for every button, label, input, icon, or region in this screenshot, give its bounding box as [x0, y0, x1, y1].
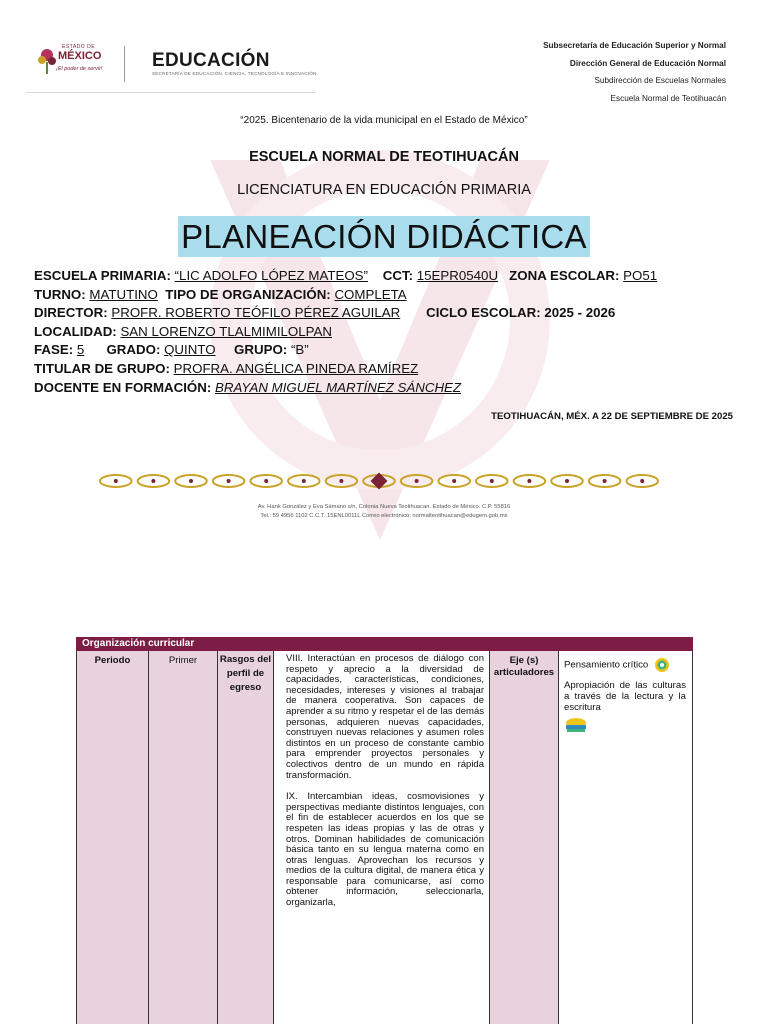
- header-rule: [26, 92, 316, 93]
- director-value: PROFR. ROBERTO TEÓFILO PÉREZ AGUILAR: [111, 305, 401, 321]
- motto: “2025. Bicentenario de la vida municipal en el Estado de México”: [240, 115, 528, 126]
- cct-value: 15EPR0540U: [416, 268, 499, 283]
- grupo-label: GRUPO:: [234, 342, 288, 358]
- degree-name: LICENCIATURA EN EDUCACIÓN PRIMARIA: [237, 182, 531, 198]
- ornament-link: [401, 475, 433, 487]
- date-location: TEOTIHUACÁN, MÉX. A 22 DE SEPTIEMBRE DE 2025: [491, 411, 733, 422]
- ornament-link: [476, 475, 508, 487]
- ornament-link: [326, 475, 358, 487]
- turno-value: MATUTINO: [89, 286, 158, 302]
- ejes-label: Eje (s) articuladores: [490, 651, 559, 1024]
- cct-label: CCT:: [382, 268, 414, 283]
- ornament-link: [175, 475, 207, 487]
- info-line-docente: [34, 379, 754, 398]
- education-subtitle: SECRETARÍA DE EDUCACIÓN, CIENCIA, TECNOLOGÍA E INNOVACIÓN: [152, 71, 317, 76]
- fase-value: 5: [76, 342, 85, 358]
- grado-value: QUINTO: [164, 342, 216, 358]
- hierarchy-line: Subdirección de Escuelas Normales: [594, 76, 726, 85]
- info-line-localidad: [34, 323, 754, 342]
- institution-hierarchy: [543, 37, 726, 107]
- school-info: [34, 267, 754, 397]
- localidad-label: LOCALIDAD:: [34, 323, 117, 339]
- zona-label: ZONA ESCOLAR:: [509, 268, 620, 283]
- ornament-link: [288, 475, 320, 487]
- hierarchy-line: Dirección General de Educación Normal: [569, 58, 726, 68]
- eje-lectura-escritura: Apropiación de las culturas a través de la lectura y la escritura: [564, 680, 686, 713]
- table-title: Organización curricular: [76, 637, 693, 651]
- titular-value: PROFRA. ANGÉLICA PINEDA RAMÍREZ: [173, 360, 419, 376]
- tipo-value: COMPLETA: [334, 286, 407, 302]
- rasgos-label: Rasgos del perfil de egreso: [218, 651, 274, 1024]
- ornament-link: [138, 475, 170, 487]
- periodo-label: Periodo: [76, 651, 149, 1024]
- ciclo-label: CICLO ESCOLAR: 2025 - 2026: [426, 305, 616, 321]
- periodo-value: Primer: [149, 651, 218, 1024]
- logo-main-text: MÉXICO: [58, 50, 102, 62]
- ejes-content: [559, 651, 693, 1024]
- estado-mexico-logo: [36, 44, 122, 88]
- docente-value: BRAYAN MIGUEL MARTÍNEZ SÁNCHEZ: [215, 379, 462, 395]
- zona-value: PO51: [623, 268, 658, 283]
- books-icon: [564, 717, 588, 733]
- ornament-link: [100, 475, 132, 487]
- escuela-value: “LIC ADOLFO LÓPEZ MATEOS”: [174, 268, 368, 283]
- curricular-table: [76, 637, 693, 1024]
- decorative-border-ornament: [97, 472, 661, 490]
- hierarchy-line: Subsecretaría de Educación Superior y Normal: [543, 41, 726, 50]
- grado-label: GRADO:: [106, 342, 161, 358]
- eje-item: [564, 681, 686, 733]
- escuela-label: ESCUELA PRIMARIA:: [34, 268, 171, 283]
- logo-small-text: ESTADO DE: [62, 44, 96, 50]
- logo-slogan: ¡El poder de servir!: [56, 66, 103, 72]
- education-title: EDUCACIÓN: [152, 50, 270, 71]
- info-line-turno: [34, 286, 754, 305]
- ornament-link: [551, 475, 583, 487]
- address-block: [0, 503, 768, 521]
- hierarchy-line: Escuela Normal de Teotihuacán: [610, 93, 726, 103]
- ornament-link: [514, 475, 546, 487]
- ornament-link: [250, 475, 282, 487]
- info-line-school: [34, 267, 754, 286]
- info-line-fase: [34, 341, 754, 360]
- address-line: Av. Hank González y Eva Sámano s/n, Colonia Nueva Teotihuacan. Estado de México. C.P. 55816: [257, 504, 511, 510]
- info-line-director: [34, 304, 754, 323]
- eje-pensamiento-critico: Pensamiento crítico: [564, 659, 649, 671]
- docente-label: DOCENTE EN FORMACIÓN:: [34, 379, 212, 395]
- ornament-link: [213, 475, 245, 487]
- tipo-label: TIPO DE ORGANIZACIÓN:: [165, 286, 331, 302]
- flower-icon: [36, 46, 58, 76]
- rasgos-content: [274, 651, 490, 1024]
- ornament-link: [589, 475, 621, 487]
- director-label: DIRECTOR:: [34, 305, 108, 321]
- eje-item: [564, 657, 686, 673]
- rasgo-viii: VIII. Interactúan en procesos de diálogo con respeto y aprecio a la diversidad de capacidades, características, condiciones, necesidades, intereses y visiones al trabajar de manera cooperativa. Son capaces de aprender a su ritmo y respetar el de las demás personas, adquieren nuevas capacidades, construyen nuevas relaciones y asumen roles distintos en un proceso de constante cambio para emprender proyectos personales y colectivos dentro de un mundo en rápida transformación.: [286, 653, 484, 781]
- localidad-value: SAN LORENZO TLALMIMILOLPAN: [120, 323, 333, 339]
- header-logos: [26, 40, 316, 92]
- grupo-value: “B”: [290, 342, 309, 358]
- turno-label: TURNO:: [34, 286, 86, 302]
- rasgo-ix: IX. Intercambian ideas, cosmovisiones y perspectivas mediante distintos lenguajes, con el fin de establecer acuerdos en los que se respeten las ideas propias y las de otras y otros. Dominan habilidades de comunicación básica tanto en su lengua materna como en otras lenguas. Aprovechan los recursos y medios de la cultura digital, de manera ética y responsable para comunicarse, así como obtener información, seleccionarla, organizarla,: [286, 791, 484, 909]
- ornament-link: [438, 475, 470, 487]
- info-line-titular: [34, 360, 754, 379]
- critical-thinking-icon: [654, 657, 670, 673]
- titular-label: TITULAR DE GRUPO:: [34, 360, 170, 376]
- contact-line: Tel.: 59 4956 1102 C.C.T. 15ENL0011L Correo electrónico: normalteotihuacan@edugem.gob.mx: [260, 513, 508, 519]
- logo-divider: [124, 46, 125, 82]
- ornament-link: [626, 475, 658, 487]
- document-title: PLANEACIÓN DIDÁCTICA: [178, 216, 590, 257]
- school-name: ESCUELA NORMAL DE TEOTIHUACÁN: [249, 149, 519, 165]
- fase-label: FASE:: [34, 342, 74, 358]
